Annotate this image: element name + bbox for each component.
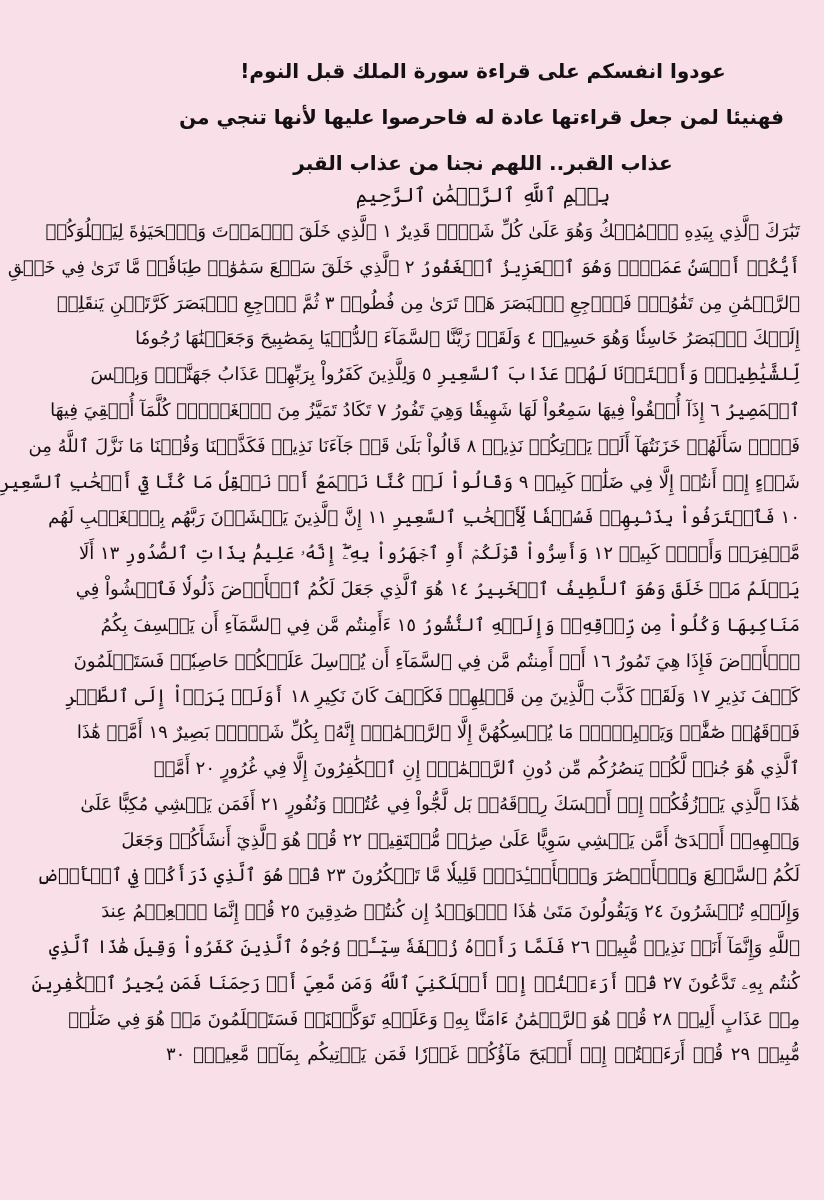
basmala: بِسۡمِ ٱللَّهِ ٱلرَّحۡمَٰنِ ٱلرَّحِيمِ: [355, 183, 611, 207]
surah-line: كُنتُم بِهِۦ تَدَّعُونَ ٢٧ قُلۡ أَرَءَيۡتُمۡ إِنۡ أَهۡلَكَنِيَ ٱللَّهُ وَمَن مَّعِيَ أَوۡ رَحِمَنَا فَمَن يُجِيرُ ٱلۡكَٰفِرِينَ: [31, 972, 800, 994]
header-line-3: عذاب القبر.. اللهم نجنا من عذاب القبر: [293, 151, 673, 175]
surah-line: فَوۡقَهُمۡ صَٰٓفَّٰتٖ وَيَقۡبِضۡنَۚ مَا يُمۡسِكُهُنَّ إِلَّا ٱلرَّحۡمَٰنُۚ إِنَّهُۥ بِكُلِّ شَيۡءِۭ بَصِيرٌ ١٩ أَمَّنۡ هَٰذَا: [76, 722, 800, 744]
surah-line: فَوۡجٞ سَأَلَهُمۡ خَزَنَتُهَآ أَلَمۡ يَأۡتِكُمۡ نَذِيرٞ ٨ قَالُواْ بَلَىٰ قَدۡ جَآءَنَا نَذِيرٞ فَكَذَّبۡنَا وَقُلۡنَا مَا نَزَّلَ ٱللَّهُ مِن: [28, 435, 800, 457]
surah-line: شَيۡءٍ إِنۡ أَنتُمۡ إِلَّا فِي ضَلَٰلٖ كَبِيرٖ ٩ وَقَالُواْ لَوۡ كُنَّا نَسۡمَعُ أَوۡ نَعۡقِلُ مَا كُنَّا فِيٓ أَصۡحَٰبِ ٱلسَّعِيرِ: [0, 471, 800, 493]
surah-line: كَيۡفَ نَذِيرِ ١٧ وَلَقَدۡ كَذَّبَ ٱلَّذِينَ مِن قَبۡلِهِمۡ فَكَيۡفَ كَانَ نَكِيرِ ١٨ أَوَلَمۡ يَرَوۡاْ إِلَى ٱلطَّيۡرِ: [65, 686, 800, 708]
surah-line: [166, 1073, 800, 1109]
surah-al-mulk-text: [0, 214, 800, 1109]
surah-line: ٱلۡأَرۡضَ فَإِذَا هِيَ تَمُورُ ١٦ أَمۡ أَمِنتُم مَّن فِي ٱلسَّمَآءِ أَن يُرۡسِلَ عَلَيۡكُمۡ حَاصِبٗاۖ فَسَتَعۡلَمُونَ: [73, 650, 800, 672]
surah-line: مِنۡ عَذَابٍ أَلِيمٖ ٢٨ قُلۡ هُوَ ٱلرَّحۡمَٰنُ ءَامَنَّا بِهِۦ وَعَلَيۡهِ تَوَكَّلۡنَاۖ فَسَتَعۡلَمُونَ مَنۡ هُوَ فِي ضَلَٰلٖ: [68, 1008, 800, 1030]
surah-line: ٱلۡمَصِيرُ ٦ إِذَآ أُلۡقُواْ فِيهَا سَمِعُواْ لَهَا شَهِيقٗا وَهِيَ تَفُورُ ٧ تَكَادُ تَمَيَّزُ مِنَ ٱلۡغَيۡظِۖ كُلَّمَآ أُلۡقِيَ فِيهَا: [50, 399, 800, 421]
surah-line: وَإِلَيۡهِ تُحۡشَرُونَ ٢٤ وَيَقُولُونَ مَتَىٰ هَٰذَا ٱلۡوَعۡدُ إِن كُنتُمۡ صَٰدِقِينَ ٢٥ قُلۡ إِنَّمَا ٱلۡعِلۡمُ عِندَ: [101, 901, 800, 923]
surah-line: مَّغۡفِرَةٞ وَأَجۡرٞ كَبِيرٞ ١٢ وَأَسِرُّواْ قَوۡلَكُمۡ أَوِ ٱجۡهَرُواْ بِهِۦٓۖ إِنَّهُۥ عَلِيمُۢ بِذَاتِ ٱلصُّدُورِ ١٣ أَلَا: [78, 543, 800, 565]
surah-line: ٱلَّذِي هُوَ جُندٞ لَّكُمۡ يَنصُرُكُم مِّن دُونِ ٱلرَّحۡمَٰنِۚ إِنِ ٱلۡكَٰفِرُونَ إِلَّا فِي غُرُورٍ ٢٠ أَمَّنۡ: [153, 757, 800, 779]
surah-line: ٱللَّهِ وَإِنَّمَآ أَنَا۠ نَذِيرٞ مُّبِينٞ ٢٦ فَلَمَّا رَأَوۡهُ زُلۡفَةٗ سِيٓـَٔتۡ وُجُوهُ ٱلَّذِينَ كَفَرُواْ وَقِيلَ هَٰذَا ٱلَّذِي: [48, 936, 800, 958]
surah-line: هَٰذَا ٱلَّذِي يَرۡزُقُكُمۡ إِنۡ أَمۡسَكَ رِزۡقَهُۥۚ بَل لَّجُّواْ فِي عُتُوّٖ وَنُفُورٍ ٢١ أَفَمَن يَمۡشِي مُكِبًّا عَلَىٰ: [80, 793, 800, 815]
surah-line: لَكُمُ ٱلسَّمۡعَ وَٱلۡأَبۡصَٰرَ وَٱلۡأَفۡـِٔدَةَۚ قَلِيلٗا مَّا تَشۡكُرُونَ ٢٣ قُلۡ هُوَ ٱلَّذِي ذَرَأَكُمۡ فِي ٱلۡأَرۡضِ: [36, 865, 800, 887]
header-line-1: عودوا انفسكم على قراءة سورة الملك قبل النوم!: [240, 59, 726, 83]
surah-line: أَيُّكُمۡ أَحۡسَنُ عَمَلٗاۚ وَهُوَ ٱلۡعَزِيزُ ٱلۡغَفُورُ ٢ ٱلَّذِي خَلَقَ سَبۡعَ سَمَٰوَٰتٖ طِبَاقٗاۖ مَّا تَرَىٰ فِي خَلۡقِ: [7, 256, 800, 278]
surah-line: وَجۡهِهِۦٓ أَهۡدَىٰٓ أَمَّن يَمۡشِي سَوِيًّا عَلَىٰ صِرَٰطٖ مُّسۡتَقِيمٖ ٢٢ قُلۡ هُوَ ٱلَّذِيٓ أَنشَأَكُمۡ وَجَعَلَ: [121, 829, 800, 851]
surah-line: ١٠ فَٱعۡتَرَفُواْ بِذَنۢبِهِمۡ فَسُحۡقٗا لِّأَصۡحَٰبِ ٱلسَّعِيرِ ١١ إِنَّ ٱلَّذِينَ يَخۡشَوۡنَ رَبَّهُم بِٱلۡغَيۡبِ لَهُم: [48, 507, 800, 529]
surah-line: إِلَيۡكَ ٱلۡبَصَرُ خَاسِئٗا وَهُوَ حَسِيرٞ ٤ وَلَقَدۡ زَيَّنَّا ٱلسَّمَآءَ ٱلدُّنۡيَا بِمَصَٰبِيحَ وَجَعَلۡنَٰهَا رُجُومٗا: [135, 328, 800, 350]
header-line-2: فهنيئا لمن جعل قراءتها عادة له فاحرصوا عليها لأنها تنجي من: [179, 105, 784, 129]
surah-line: لِّلشَّيَٰطِينِۖ وَأَعۡتَدۡنَا لَهُمۡ عَذَابَ ٱلسَّعِيرِ ٥ وَلِلَّذِينَ كَفَرُواْ بِرَبِّهِمۡ عَذَابُ جَهَنَّمَۖ وَبِئۡسَ: [90, 364, 800, 386]
surah-line: تَبَٰرَكَ ٱلَّذِي بِيَدِهِ ٱلۡمُلۡكُ وَهُوَ عَلَىٰ كُلِّ شَيۡءٖ قَدِيرٌ ١ ٱلَّذِي خَلَقَ ٱلۡمَوۡتَ وَٱلۡحَيَوٰةَ لِيَبۡلُوَكُمۡ: [45, 221, 800, 242]
surah-line: مَنَاكِبِهَا وَكُلُواْ مِن رِّزۡقِهِۦۖ وَإِلَيۡهِ ٱلنُّشُورُ ١٥ ءَأَمِنتُم مَّن فِي ٱلسَّمَآءِ أَن يَخۡسِفَ بِكُمُ: [100, 614, 800, 636]
surah-line: ٱلرَّحۡمَٰنِ مِن تَفَٰوُتٖۖ فَٱرۡجِعِ ٱلۡبَصَرَ هَلۡ تَرَىٰ مِن فُطُورٖ ٣ ثُمَّ ٱرۡجِعِ ٱلۡبَصَرَ كَرَّتَيۡنِ يَنقَلِبۡ: [56, 292, 800, 314]
surah-line: يَعۡلَمُ مَنۡ خَلَقَ وَهُوَ ٱللَّطِيفُ ٱلۡخَبِيرُ ١٤ هُوَ ٱلَّذِي جَعَلَ لَكُمُ ٱلۡأَرۡضَ ذَلُولٗا فَٱمۡشُواْ فِي: [75, 578, 800, 600]
reminder-header: [179, 48, 784, 186]
surah-line: مُّبِينٖ ٢٩ قُلۡ أَرَءَيۡتُمۡ إِنۡ أَصۡبَحَ مَآؤُكُمۡ غَوۡرٗا فَمَن يَأۡتِيكُم بِمَآءٖ مَّعِينِۭ ٣٠: [166, 1044, 800, 1066]
